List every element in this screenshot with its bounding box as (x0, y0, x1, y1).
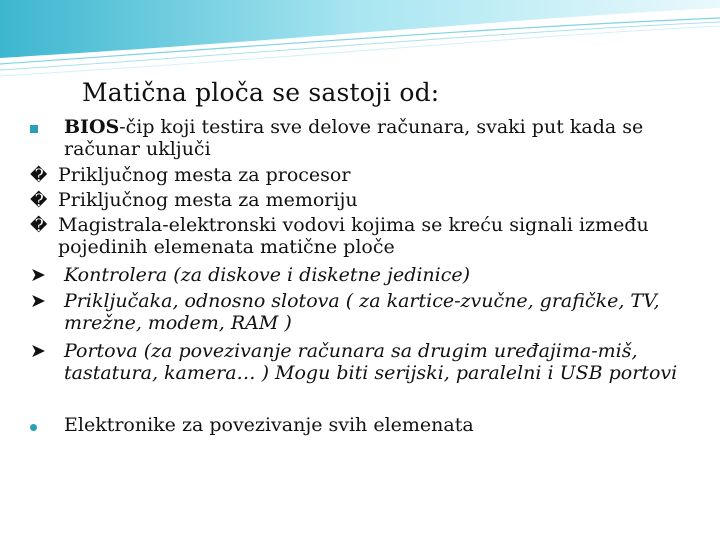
item-text: Magistrala-elektronski vodovi kojima se kreću signali između pojedinih elemenata matične ploče (58, 214, 649, 258)
missing-glyph-icon: � (30, 191, 48, 211)
slide-title: Matična ploča se sastoji od: (82, 78, 440, 107)
list-item (30, 414, 710, 440)
arrow-bullet-icon: ➤ (30, 290, 46, 312)
item-text: Priključnog mesta za memoriju (58, 189, 358, 211)
list-item (30, 189, 710, 214)
item-bold-text: BIOS (64, 116, 120, 138)
arrow-bullet-icon: ➤ (30, 264, 46, 286)
list-item (30, 340, 710, 414)
missing-glyph-icon: � (30, 216, 48, 236)
item-text: Kontrolera (za diskove i disketne jedinice) (64, 264, 471, 286)
missing-glyph-icon: � (30, 166, 48, 186)
list-item (30, 264, 710, 290)
dot-bullet-icon (30, 414, 60, 436)
list-item (30, 290, 710, 340)
list-item (30, 164, 710, 189)
item-text: Priključnog mesta za procesor (58, 164, 351, 186)
arrow-bullet-icon: ➤ (30, 340, 46, 362)
item-text: Priključaka, odnosno slotova ( za kartice-zvučne, grafičke, TV, mrežne, modem, RAM ) (64, 290, 660, 334)
item-text: Elektronike za povezivanje svih elemenata (64, 414, 474, 436)
list-item (30, 214, 710, 264)
item-text: Portova (za povezivanje računara sa drugim uređajima-miš, tastatura, kamera… ) Mogu biti serijski, paralelni i USB portovi (64, 340, 678, 384)
square-bullet-icon (30, 116, 60, 138)
item-text: -čip koji testira sve delove računara, svaki put kada se računar uključi (64, 116, 644, 160)
bullet-list (30, 116, 710, 440)
header-wave-banner (0, 0, 720, 90)
list-item (30, 116, 710, 164)
